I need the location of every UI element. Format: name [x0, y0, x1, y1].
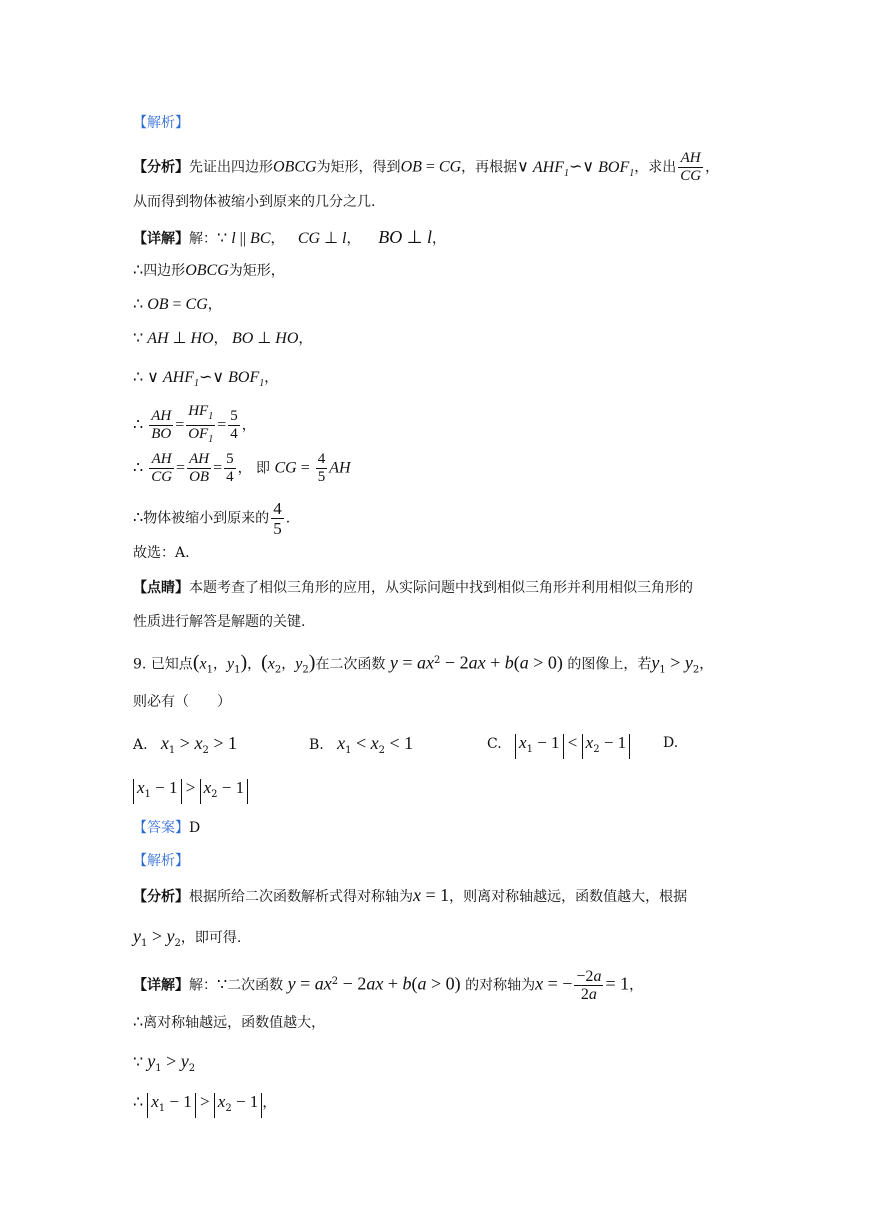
step-ratio-1: ∴ $\frac{AH}{BO}$ = $\frac{HF_1}{OF_1}$ = $\frac{5}{4}$ ， [133, 403, 256, 445]
fenxi-line-1: 【分析】先证出四边形OBCG为矩形，得到OB = CG，再根据∨ $AHF_1∽\vee$ $BOF_1$，求出 $\frac{AH}{CG}$ ， [133, 150, 720, 184]
q9-xiangjie-line: 【详解】解：∵二次函数 $y = ax^2 - 2ax + b(a > 0)$ 的对称轴为x = − $\frac{-2a}{2a}$ = 1， [133, 968, 644, 1003]
step-ob-cg: ∴ OB = CG， [133, 296, 222, 313]
dianjing-line-2: 性质进行解答是解题的关键. [133, 614, 306, 630]
xiangjie-line: 【详解】解：∵ l || BC， CG ⊥ l， BO ⊥ l， [133, 227, 446, 247]
option-d-expression: $x_1 - 1 > x_2 - 1$ [133, 778, 248, 804]
fenxi-line-2: 从而得到物体被缩小到原来的几分之几. [133, 194, 376, 210]
step-perpendicular: ∵ AH ⊥ HO， BO ⊥ HO， [133, 330, 313, 347]
option-a: A. $x_1 > x_2 > 1$ [133, 733, 237, 756]
daan-value: D [189, 820, 201, 836]
q9-step-4: ∴ $x_1 - 1 > x_2 - 1$ ， [133, 1092, 276, 1118]
fenxi-text-b: 为矩形，得到 [316, 159, 401, 176]
fenxi-text-a: 先证出四边形 [189, 159, 273, 176]
fenxi-text-d: ，求出 [634, 159, 677, 176]
fenxi-tag: 【分析】 [133, 159, 189, 176]
q9-stem-line-1: 9. 已知点($x_1$，$y_1$)，($x_2$，$y_2$)在二次函数 $y = ax^2 - 2ax + b(a > 0)$ 的图像上，若$y_1 > y_2$， [133, 651, 714, 676]
jiexi-heading: 【解析】 [133, 115, 189, 131]
daan-tag: 【答案】 [133, 820, 189, 836]
q9-step-3: ∵ $y_1 > y_2$ [133, 1051, 196, 1074]
q9-fenxi-line-2: $y_1 > y_2$，即可得. [133, 926, 242, 949]
q9-stem-line-2: 则必有（ ） [133, 694, 231, 710]
step-ratio-2: ∴ $\frac{AH}{CG}$ = $\frac{AH}{OB}$ = $\frac{5}{4}$ ， 即 CG = $\frac{4}{5}$ AH [133, 451, 351, 485]
step-rectangle: ∴四边形OBCG为矩形， [133, 262, 285, 279]
step-conclusion: ∴物体被缩小到原来的 $\frac{4}{5}$ . [133, 499, 291, 538]
guxuan-line: 故选：A. [133, 545, 190, 561]
daan-line [133, 818, 200, 838]
option-b: B. $x_1 < x_2 < 1$ [309, 733, 414, 756]
fraction-ah-cg: $\frac{AH}{CG}$ [680, 150, 702, 184]
dianjing-line-1: 【点睛】本题考查了相似三角形的应用，从实际问题中找到相似三角形并利用相似三角形的 [133, 580, 693, 596]
dianjing-tag: 【点睛】 [133, 580, 189, 596]
xiangjie-tag: 【详解】 [133, 231, 189, 247]
fenxi-text-c: ，再根据 [461, 159, 518, 176]
step-similar: ∴ ∨ $AHF_1∽\vee$ $BOF_1$， [133, 369, 279, 390]
q9-jiexi-heading: 【解析】 [133, 853, 189, 869]
q9-number: 9. [133, 656, 147, 673]
option-c: C. $x_1 - 1 < x_2 - 1$ [487, 733, 630, 759]
option-d-label: D. [663, 735, 679, 751]
q9-step-2: ∴离对称轴越远，函数值越大， [133, 1014, 326, 1031]
q9-fenxi-line-1: 【分析】根据所给二次函数解析式得对称轴为x = 1，则离对称轴越远，函数值越大，根据 [133, 885, 688, 905]
